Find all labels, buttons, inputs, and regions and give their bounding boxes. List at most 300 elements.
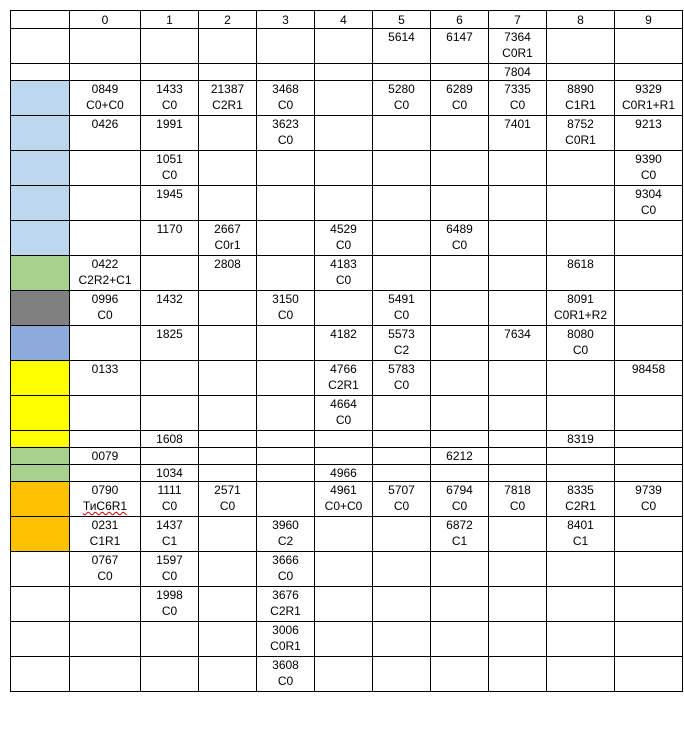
cell-number: 8080	[567, 327, 594, 341]
table-cell[interactable]	[199, 151, 257, 186]
table-cell[interactable]	[547, 482, 615, 517]
table-cell[interactable]	[615, 29, 683, 64]
cell-number: 98458	[631, 362, 666, 376]
table-cell[interactable]	[489, 186, 547, 221]
table-cell[interactable]	[615, 657, 683, 692]
cell-number: 7818	[504, 483, 531, 497]
cell-number: 5573	[388, 327, 415, 341]
table-cell[interactable]	[257, 64, 315, 81]
table-cell[interactable]	[373, 657, 431, 692]
table-cell[interactable]	[199, 448, 257, 465]
table-row	[11, 448, 683, 465]
table-cell[interactable]	[547, 587, 615, 622]
table-cell[interactable]	[199, 326, 257, 361]
table-row	[11, 465, 683, 482]
table-cell[interactable]	[373, 552, 431, 587]
table-cell[interactable]	[615, 361, 683, 396]
cell-code: C2R1	[270, 604, 301, 618]
cell-code: C0	[277, 133, 294, 147]
table-cell[interactable]	[615, 396, 683, 431]
table-cell[interactable]	[199, 587, 257, 622]
table-cell[interactable]	[199, 186, 257, 221]
table-cell[interactable]	[431, 116, 489, 151]
table-cell[interactable]	[489, 81, 547, 116]
cell-code: C1R1	[89, 534, 121, 548]
table-cell[interactable]	[257, 396, 315, 431]
table-cell[interactable]	[141, 361, 199, 396]
table-cell[interactable]	[199, 361, 257, 396]
table-cell[interactable]	[315, 431, 373, 448]
cell-number: 0996	[91, 292, 119, 306]
cell-code: C0	[97, 569, 113, 583]
table-cell[interactable]	[141, 657, 199, 692]
table-cell[interactable]	[70, 448, 141, 465]
table-cell[interactable]	[489, 622, 547, 657]
table-cell[interactable]	[373, 291, 431, 326]
table-cell[interactable]	[70, 326, 141, 361]
cell-code: C0	[393, 499, 410, 513]
table-cell[interactable]	[70, 186, 141, 221]
table-cell[interactable]	[431, 657, 489, 692]
cell-number: 1998	[156, 588, 183, 602]
table-cell[interactable]	[373, 186, 431, 221]
table-cell[interactable]	[431, 622, 489, 657]
table-cell[interactable]	[615, 116, 683, 151]
table-cell[interactable]	[373, 221, 431, 256]
table-cell[interactable]	[615, 186, 683, 221]
table-cell[interactable]	[315, 465, 373, 482]
row-color-swatch	[11, 587, 70, 622]
table-cell[interactable]	[315, 448, 373, 465]
table-cell[interactable]	[431, 151, 489, 186]
cell-number: 6147	[446, 30, 473, 44]
table-cell[interactable]	[257, 431, 315, 448]
table-cell[interactable]	[547, 151, 615, 186]
cell-number: 4664	[330, 397, 357, 411]
table-cell[interactable]	[547, 81, 615, 116]
table-cell[interactable]	[199, 622, 257, 657]
table-cell[interactable]	[257, 465, 315, 482]
cell-code: C0	[640, 203, 657, 217]
table-cell[interactable]	[489, 116, 547, 151]
table-cell[interactable]	[373, 396, 431, 431]
table-cell[interactable]	[70, 517, 141, 552]
table-cell[interactable]	[141, 256, 199, 291]
cell-number: 1608	[156, 432, 183, 446]
table-cell[interactable]	[489, 64, 547, 81]
table-cell[interactable]	[315, 81, 373, 116]
cell-code: C0	[97, 308, 113, 322]
table-cell[interactable]	[141, 326, 199, 361]
table-cell[interactable]	[315, 29, 373, 64]
data-table	[10, 10, 683, 692]
table-cell[interactable]	[547, 361, 615, 396]
cell-code: C0	[640, 168, 657, 182]
table-cell[interactable]	[489, 517, 547, 552]
table-cell[interactable]	[70, 465, 141, 482]
cell-number: 0790	[91, 483, 119, 497]
cell-number: 0422	[91, 257, 119, 271]
cell-number: 0849	[91, 82, 119, 96]
table-cell[interactable]	[70, 81, 141, 116]
cell-number: 1170	[156, 222, 183, 236]
cell-number: 6289	[446, 82, 473, 96]
table-cell[interactable]	[373, 517, 431, 552]
table-row	[11, 657, 683, 692]
cell-code: C0	[277, 569, 294, 583]
table-cell[interactable]	[315, 151, 373, 186]
table-cell[interactable]	[431, 482, 489, 517]
table-cell[interactable]	[199, 29, 257, 64]
table-cell[interactable]	[373, 29, 431, 64]
table-cell[interactable]	[489, 482, 547, 517]
cell-number: 6212	[446, 449, 473, 463]
table-cell[interactable]	[615, 517, 683, 552]
table-cell[interactable]	[373, 64, 431, 81]
cell-code: C0	[161, 168, 178, 182]
table-cell[interactable]	[257, 361, 315, 396]
table-cell[interactable]	[547, 657, 615, 692]
cell-code: C0	[335, 238, 352, 252]
table-cell[interactable]	[489, 396, 547, 431]
table-cell[interactable]	[315, 291, 373, 326]
cell-number: 1991	[156, 117, 183, 131]
table-cell[interactable]	[257, 587, 315, 622]
cell-number: 2571	[214, 483, 241, 497]
cell-code: C2R1	[328, 378, 359, 392]
cell-code: C0	[219, 499, 236, 513]
table-cell[interactable]	[199, 64, 257, 81]
cell-number: 9304	[635, 187, 662, 201]
table-cell[interactable]	[373, 622, 431, 657]
table-cell[interactable]	[615, 291, 683, 326]
table-cell[interactable]	[373, 116, 431, 151]
table-cell[interactable]	[431, 465, 489, 482]
table-cell[interactable]	[315, 64, 373, 81]
table-cell[interactable]	[257, 622, 315, 657]
table-cell[interactable]	[547, 256, 615, 291]
table-cell[interactable]	[257, 81, 315, 116]
table-cell[interactable]	[257, 517, 315, 552]
table-cell[interactable]	[315, 361, 373, 396]
table-cell[interactable]	[547, 64, 615, 81]
table-cell[interactable]	[431, 291, 489, 326]
table-cell[interactable]	[615, 81, 683, 116]
table-cell[interactable]	[615, 326, 683, 361]
table-cell[interactable]	[489, 29, 547, 64]
table-cell[interactable]	[141, 186, 199, 221]
table-cell[interactable]	[615, 256, 683, 291]
cell-code: C2R2+C1	[78, 273, 132, 287]
table-cell[interactable]	[257, 291, 315, 326]
table-cell[interactable]	[70, 587, 141, 622]
table-row	[11, 326, 683, 361]
cell-code: C0+C0	[324, 499, 363, 513]
table-cell[interactable]	[141, 291, 199, 326]
table-cell[interactable]	[199, 221, 257, 256]
table-cell[interactable]	[315, 326, 373, 361]
cell-code: C0	[451, 98, 468, 112]
cell-code: C2	[393, 343, 410, 357]
table-cell[interactable]	[431, 221, 489, 256]
cell-number: 5707	[388, 483, 415, 497]
row-color-swatch	[11, 186, 70, 221]
table-cell[interactable]	[141, 517, 199, 552]
table-cell[interactable]	[257, 326, 315, 361]
column-header: 9	[615, 11, 683, 29]
table-cell[interactable]	[199, 465, 257, 482]
table-cell[interactable]	[70, 151, 141, 186]
table-cell[interactable]	[70, 221, 141, 256]
table-cell[interactable]	[615, 64, 683, 81]
cell-code: C1	[451, 534, 468, 548]
table-cell[interactable]	[141, 448, 199, 465]
table-cell[interactable]	[257, 552, 315, 587]
table-cell[interactable]	[431, 186, 489, 221]
table-cell[interactable]	[489, 151, 547, 186]
cell-number: 8091	[567, 292, 594, 306]
cell-number: 3150	[272, 292, 299, 306]
table-cell[interactable]	[489, 465, 547, 482]
table-cell[interactable]	[547, 221, 615, 256]
cell-code: ТиС6R1	[82, 499, 128, 513]
cell-number: 7401	[504, 117, 531, 131]
table-cell[interactable]	[547, 622, 615, 657]
table-cell[interactable]	[70, 431, 141, 448]
table-cell[interactable]	[373, 431, 431, 448]
table-cell[interactable]	[489, 448, 547, 465]
table-cell[interactable]	[315, 517, 373, 552]
table-cell[interactable]	[141, 29, 199, 64]
table-cell[interactable]	[615, 587, 683, 622]
table-cell[interactable]	[257, 151, 315, 186]
row-color-swatch	[11, 396, 70, 431]
table-cell[interactable]	[431, 361, 489, 396]
cell-code: C1	[572, 534, 589, 548]
table-cell[interactable]	[257, 221, 315, 256]
table-cell[interactable]	[489, 657, 547, 692]
table-row	[11, 482, 683, 517]
table-cell[interactable]	[315, 396, 373, 431]
table-cell[interactable]	[257, 657, 315, 692]
table-cell[interactable]	[547, 291, 615, 326]
table-cell[interactable]	[199, 431, 257, 448]
table-cell[interactable]	[315, 256, 373, 291]
table-cell[interactable]	[199, 291, 257, 326]
column-header: 5	[373, 11, 431, 29]
table-cell[interactable]	[373, 587, 431, 622]
table-cell[interactable]	[70, 361, 141, 396]
table-row	[11, 256, 683, 291]
table-cell[interactable]	[70, 552, 141, 587]
table-cell[interactable]	[373, 326, 431, 361]
table-cell[interactable]	[315, 587, 373, 622]
table-cell[interactable]	[315, 221, 373, 256]
table-cell[interactable]	[141, 482, 199, 517]
table-cell[interactable]	[547, 29, 615, 64]
table-cell[interactable]	[199, 482, 257, 517]
table-cell[interactable]	[199, 256, 257, 291]
table-cell[interactable]	[373, 361, 431, 396]
table-cell[interactable]	[70, 657, 141, 692]
cell-number: 4961	[330, 483, 357, 497]
table-cell[interactable]	[315, 482, 373, 517]
cell-number: 3608	[272, 658, 299, 672]
cell-number: 8401	[567, 518, 594, 532]
cell-number: 7364	[504, 30, 531, 44]
table-cell[interactable]	[547, 326, 615, 361]
table-cell[interactable]	[199, 657, 257, 692]
table-cell[interactable]	[373, 81, 431, 116]
table-cell[interactable]	[315, 622, 373, 657]
table-row	[11, 431, 683, 448]
cell-code: C0R1	[502, 46, 533, 60]
cell-number: 0231	[91, 518, 119, 532]
cell-number: 0079	[91, 449, 119, 463]
table-cell[interactable]	[615, 552, 683, 587]
cell-code: C0R1	[565, 133, 596, 147]
table-cell[interactable]	[70, 29, 141, 64]
table-cell[interactable]	[141, 64, 199, 81]
table-cell[interactable]	[141, 116, 199, 151]
table-cell[interactable]	[70, 482, 141, 517]
table-cell[interactable]	[615, 221, 683, 256]
table-cell[interactable]	[431, 81, 489, 116]
table-row	[11, 361, 683, 396]
table-cell[interactable]	[431, 552, 489, 587]
table-row	[11, 291, 683, 326]
table-cell[interactable]	[257, 448, 315, 465]
table-cell[interactable]	[615, 622, 683, 657]
table-cell[interactable]	[373, 256, 431, 291]
table-cell[interactable]	[489, 326, 547, 361]
table-cell[interactable]	[547, 448, 615, 465]
table-cell[interactable]	[141, 465, 199, 482]
table-cell[interactable]	[373, 151, 431, 186]
table-cell[interactable]	[615, 431, 683, 448]
row-color-swatch	[11, 482, 70, 517]
cell-number: 7335	[504, 82, 531, 96]
cell-code: C1R1	[565, 98, 596, 112]
cell-code: C0	[335, 413, 352, 427]
table-cell[interactable]	[547, 116, 615, 151]
table-cell[interactable]	[199, 517, 257, 552]
table-cell[interactable]	[431, 326, 489, 361]
table-cell[interactable]	[489, 431, 547, 448]
cell-number: 8335	[567, 483, 594, 497]
table-cell[interactable]	[547, 186, 615, 221]
cell-number: 1433	[156, 82, 183, 96]
table-cell[interactable]	[373, 465, 431, 482]
table-cell[interactable]	[615, 151, 683, 186]
cell-code: C2R1	[565, 499, 596, 513]
cell-code: C0	[509, 98, 526, 112]
table-cell[interactable]	[257, 116, 315, 151]
table-cell[interactable]	[547, 552, 615, 587]
table-cell[interactable]	[141, 221, 199, 256]
table-cell[interactable]	[547, 396, 615, 431]
table-cell[interactable]	[315, 186, 373, 221]
row-color-swatch	[11, 116, 70, 151]
table-cell[interactable]	[489, 361, 547, 396]
table-cell[interactable]	[315, 657, 373, 692]
table-cell[interactable]	[257, 482, 315, 517]
cell-number: 3666	[272, 553, 299, 567]
cell-code: C0R1	[270, 639, 301, 653]
table-cell[interactable]	[141, 431, 199, 448]
table-cell[interactable]	[70, 64, 141, 81]
table-cell[interactable]	[431, 448, 489, 465]
table-cell[interactable]	[615, 482, 683, 517]
table-cell[interactable]	[257, 186, 315, 221]
table-cell[interactable]	[141, 552, 199, 587]
table-cell[interactable]	[199, 552, 257, 587]
table-cell[interactable]	[373, 482, 431, 517]
cell-code: C0r1	[214, 238, 241, 252]
table-cell[interactable]	[70, 622, 141, 657]
header-row	[11, 11, 683, 29]
table-cell[interactable]	[70, 396, 141, 431]
table-cell[interactable]	[199, 81, 257, 116]
table-cell[interactable]	[547, 465, 615, 482]
table-cell[interactable]	[489, 291, 547, 326]
table-cell[interactable]	[199, 396, 257, 431]
table-row	[11, 64, 683, 81]
table-cell[interactable]	[489, 587, 547, 622]
table-cell[interactable]	[489, 221, 547, 256]
cell-code: C0	[393, 98, 410, 112]
table-cell[interactable]	[547, 431, 615, 448]
cell-number: 3676	[272, 588, 299, 602]
table-cell[interactable]	[431, 396, 489, 431]
table-cell[interactable]	[257, 256, 315, 291]
table-cell[interactable]	[141, 151, 199, 186]
cell-code: C0	[161, 604, 178, 618]
table-cell[interactable]	[199, 116, 257, 151]
table-cell[interactable]	[431, 517, 489, 552]
table-cell[interactable]	[547, 517, 615, 552]
table-cell[interactable]	[373, 448, 431, 465]
cell-code: C0	[161, 98, 178, 112]
cell-number: 5491	[388, 292, 415, 306]
table-row	[11, 396, 683, 431]
row-color-swatch	[11, 221, 70, 256]
table-cell[interactable]	[70, 256, 141, 291]
table-cell[interactable]	[489, 256, 547, 291]
table-cell[interactable]	[70, 291, 141, 326]
table-cell[interactable]	[431, 29, 489, 64]
table-cell[interactable]	[141, 622, 199, 657]
table-cell[interactable]	[489, 552, 547, 587]
cell-number: 7634	[504, 327, 531, 341]
table-cell[interactable]	[315, 116, 373, 151]
table-cell[interactable]	[141, 587, 199, 622]
column-header	[11, 11, 70, 29]
table-cell[interactable]	[431, 64, 489, 81]
table-cell[interactable]	[431, 256, 489, 291]
table-cell[interactable]	[257, 29, 315, 64]
table-cell[interactable]	[615, 465, 683, 482]
table-cell[interactable]	[70, 116, 141, 151]
cell-code: C0	[393, 378, 410, 392]
table-cell[interactable]	[431, 587, 489, 622]
table-cell[interactable]	[615, 448, 683, 465]
table-cell[interactable]	[141, 396, 199, 431]
table-cell[interactable]	[431, 431, 489, 448]
cell-code: C0	[335, 273, 352, 287]
table-cell[interactable]	[315, 552, 373, 587]
table-cell[interactable]	[141, 81, 199, 116]
